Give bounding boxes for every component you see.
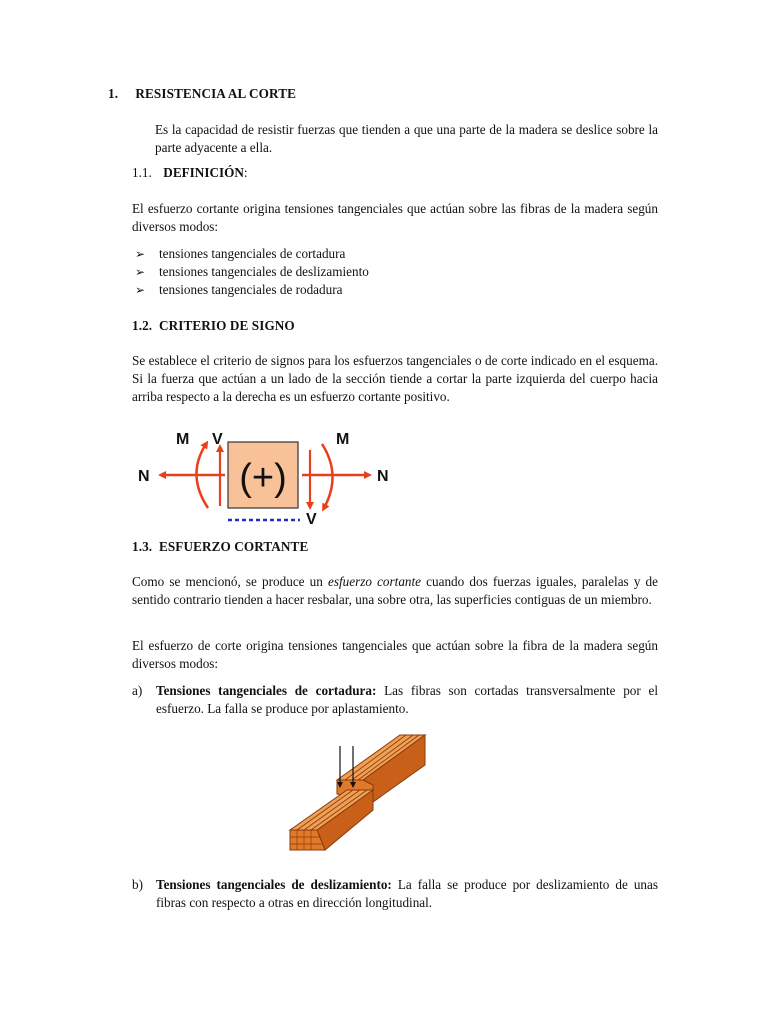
bullet-text: tensiones tangenciales de deslizamiento xyxy=(159,264,369,279)
section-1-3-heading: 1.3. ESFUERZO CORTANTE xyxy=(132,539,309,554)
arrow-bullet-icon: ➢ xyxy=(135,283,146,297)
item-b xyxy=(132,876,658,912)
item-a-marker: a) xyxy=(132,683,143,698)
section-1-2-heading: 1.2. CRITERIO DE SIGNO xyxy=(132,318,295,333)
left-normal-label: N xyxy=(138,468,150,485)
definition-bullet-list xyxy=(135,245,635,299)
section-1-1-heading xyxy=(132,165,248,181)
item-a-text xyxy=(156,682,658,718)
left-shear-label: V xyxy=(212,431,223,448)
list-item xyxy=(135,281,635,299)
sign-criterion-paragraph: Se establece el criterio de signos para los esfuerzos tangenciales o de corte indicado en el esquema. Si la fuerza que actúan a un lado de la sección tiende a cortar la parte izquierda del cuerpo hacia arriba respecto a la derecha es un esfuerzo cortante positivo. xyxy=(132,353,658,404)
arrow-bullet-icon: ➢ xyxy=(135,247,146,261)
definition-paragraph: El esfuerzo cortante origina tensiones tangenciales que actúan sobre las fibras de la madera según diversos modos: xyxy=(132,201,658,234)
shear-p1-before: Como se mencionó, se produce un xyxy=(132,574,328,589)
shear-p1-italic: esfuerzo cortante xyxy=(327,574,422,589)
bullet-text: tensiones tangenciales de rodadura xyxy=(159,282,343,297)
right-moment-label: M xyxy=(336,431,350,448)
item-b-bold: Tensiones tangenciales de deslizamiento: xyxy=(156,877,392,892)
section-1-intro: Es la capacidad de resistir fuerzas que tienden a que una parte de la madera se deslice sobre la parte adyacente a ella. xyxy=(155,122,658,155)
section-1-1-title: DEFINICIÓN xyxy=(163,165,244,180)
shear-stress-paragraph-2: El esfuerzo de corte origina tensiones tangenciales que actúan sobre la fibra de la madera según diversos modos: xyxy=(132,638,658,671)
section-1-number: 1. xyxy=(108,86,119,101)
section-1-1-number: 1.1. xyxy=(132,165,152,180)
item-b-text xyxy=(156,876,658,912)
shear-stress-paragraph-1 xyxy=(132,573,658,609)
item-b-marker: b) xyxy=(132,877,143,892)
shear-p1-after: cuando dos fuerzas iguales, paralelas y de sentido contrario tienden a hacer resbalar, una sobre otra, las superficies contiguas de un miembro. xyxy=(132,574,658,607)
list-item xyxy=(135,263,635,281)
right-normal-label: N xyxy=(377,468,389,485)
left-moment-label: M xyxy=(176,431,190,448)
item-a xyxy=(132,682,658,718)
item-b-body: La falla se produce por deslizamiento de unas fibras con respecto a otras en dirección longitudinal. xyxy=(156,877,659,910)
section-1-title: RESISTENCIA AL CORTE xyxy=(135,86,296,101)
section-1-heading xyxy=(108,86,296,102)
section-1-1-colon: : xyxy=(243,165,248,180)
wood-shear-diagram xyxy=(285,730,430,855)
arrow-bullet-icon: ➢ xyxy=(135,265,146,279)
bullet-text: tensiones tangenciales de cortadura xyxy=(159,246,346,261)
list-item xyxy=(135,245,635,263)
sign-convention-diagram xyxy=(130,422,400,530)
right-shear-label: V xyxy=(306,511,317,528)
positive-sign-label: (+) xyxy=(239,457,287,499)
item-a-body: Las fibras son cortadas transversalmente por el esfuerzo. La falla se produce por aplastamiento. xyxy=(156,683,659,716)
item-a-bold: Tensiones tangenciales de cortadura: xyxy=(156,683,377,698)
